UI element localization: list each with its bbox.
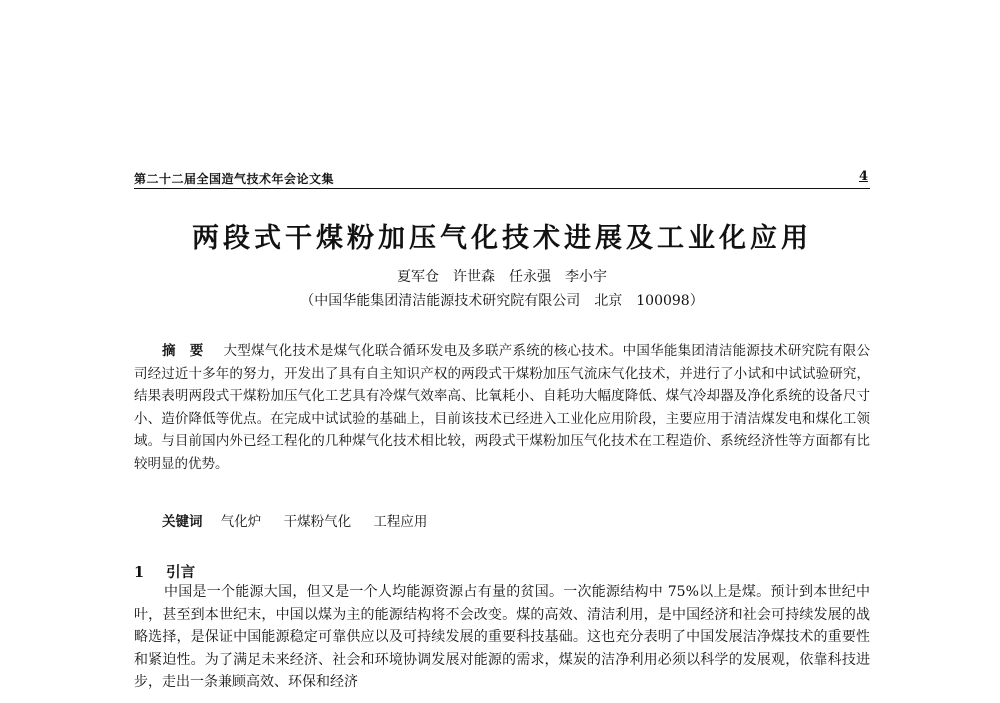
page-number: 4 (858, 169, 868, 184)
paper-title: 两段式干煤粉加压气化技术进展及工业化应用 (192, 223, 812, 254)
proceedings-title: 第二十二届全国造气技术年会论文集 (134, 172, 335, 186)
author-affiliation: （中国华能集团清洁能源技术研究院有限公司 北京 100098） (300, 293, 704, 309)
section-title: 引言 (166, 564, 196, 581)
abstract-label: 摘要 (162, 343, 218, 359)
section-heading (134, 561, 195, 582)
keywords (162, 511, 870, 533)
abstract (134, 340, 870, 475)
keyword: 气化炉 (220, 514, 262, 530)
author-list: 夏军仓 许世森 任永强 李小宇 (397, 269, 607, 285)
section-number: 1 (134, 564, 145, 581)
keyword: 干煤粉气化 (283, 514, 352, 530)
running-header (134, 168, 870, 189)
section-body-text: 中国是一个能源大国，但又是一个人均能源资源占有量的贫国。一次能源结构中 75%以上是煤。预计到本世纪中叶，甚至到本世纪末，中国以煤为主的能源结构将不会改变。煤的高效、清洁利用，是中国经济和社会可持续发展的战略选择，是保证中国能源稳定可靠供应以及可持续发展的重要科技基础。这也充分表明了中国发展洁净煤技术的重要性和紧迫性。为了满足未来经济、社会和环境协调发展对能源的需求，煤炭的洁净利用必须以科学的发展观，依靠科技进步，走出一条兼顾高效、环保和经济 (134, 584, 870, 690)
keyword: 工程应用 (373, 514, 428, 530)
abstract-text: 大型煤气化技术是煤气化联合循环发电及多联产系统的核心技术。中国华能集团清洁能源技术研究院有限公司经过近十多年的努力，开发出了具有自主知识产权的两段式干煤粉加压气流床气化技术，并进行了小试和中试试验研究，结果表明两段式干煤粉加压气化工艺具有冷煤气效率高、比氧耗小、自耗功大幅度降低、煤气冷却器及净化系统的设备尺寸小、造价降低等优点。在完成中试试验的基础上，目前该技术已经进入工业化应用阶段，主要应用于清洁煤发电和煤化工领域。与目前国内外已经工程化的几种煤气化技术相比较，两段式干煤粉加压气化技术在工程造价、系统经济性等方面都有比较明显的优势。 (134, 343, 871, 472)
keywords-label: 关键词 (162, 514, 203, 530)
